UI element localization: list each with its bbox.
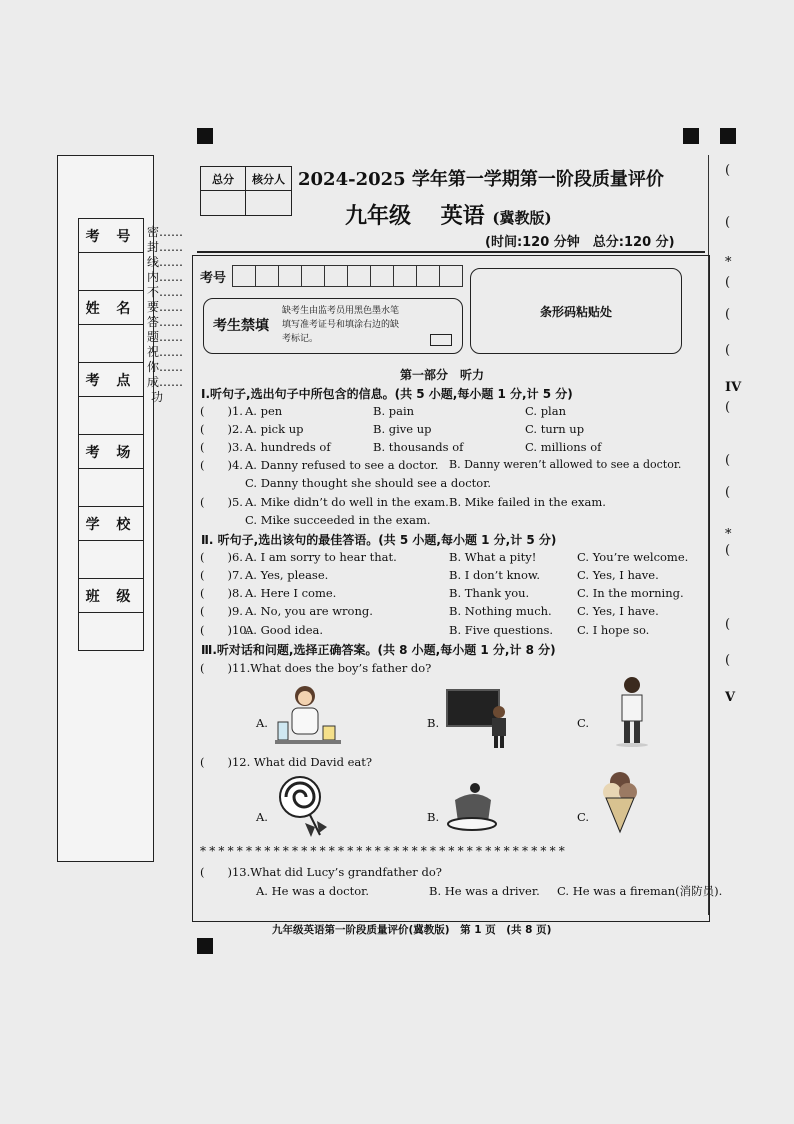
score-total-field[interactable]	[201, 191, 246, 215]
edge-mark: (	[725, 400, 731, 415]
edge-mark: (	[725, 215, 731, 230]
absent-mark-box[interactable]	[430, 334, 452, 346]
q13-option-c[interactable]: C. He was a fireman(消防员).	[557, 884, 723, 898]
q4-option-a[interactable]: A. Danny refused to see a doctor.	[245, 458, 439, 472]
score-box	[200, 166, 292, 216]
q12-option-c-label[interactable]: C.	[577, 810, 590, 824]
next-page-edge	[708, 155, 749, 915]
q11-option-c-label[interactable]: C.	[577, 716, 590, 730]
q6-option-a[interactable]: A. I am sorry to hear that.	[245, 550, 397, 564]
edge-mark: (	[725, 307, 731, 322]
scientist-icon[interactable]	[275, 682, 345, 747]
q5-option-c[interactable]: C. Mike succeeded in the exam.	[245, 513, 431, 527]
edge-mark: (	[725, 275, 731, 290]
part-title: 第一部分 听力	[400, 368, 485, 382]
q3-option-c[interactable]: C. millions of	[525, 440, 602, 454]
no-fill-box	[203, 298, 463, 354]
q1-option-c[interactable]: C. plan	[525, 404, 567, 418]
edge-mark: (	[725, 617, 731, 632]
cake-icon[interactable]	[447, 780, 497, 832]
registration-mark	[720, 128, 736, 144]
q10-option-c[interactable]: C. I hope so.	[577, 623, 650, 637]
q4-option-c[interactable]: C. Danny thought she should see a doctor.	[245, 476, 492, 490]
q13-option-b[interactable]: B. He was a driver.	[429, 884, 540, 898]
registration-mark	[683, 128, 699, 144]
q11-stem: ( )11.What does the boy’s father do?	[200, 661, 432, 675]
grade-subject-text: 九年级 英语	[345, 203, 485, 229]
q9-num: ( )9.	[200, 604, 243, 618]
school-label: 学 校	[79, 507, 143, 541]
q13-stem: ( )13.What did Lucy’s grandfather do?	[200, 865, 442, 879]
barcode-area: 条形码粘贴处	[470, 268, 682, 354]
q9-option-a[interactable]: A. No, you are wrong.	[245, 604, 373, 618]
q10-num: ( )10.	[200, 623, 251, 637]
q5-num: ( )5.	[200, 495, 243, 509]
q5-option-b[interactable]: B. Mike failed in the exam.	[449, 495, 606, 509]
exam-number-label: 考 号	[79, 219, 143, 253]
q11-option-a-label[interactable]: A.	[256, 716, 268, 730]
score-checker-label: 核分人	[246, 167, 291, 191]
page-footer: 九年级英语第一阶段质量评价(冀教版) 第 1 页 (共 8 页)	[272, 924, 552, 936]
q8-num: ( )8.	[200, 586, 243, 600]
q12-stem: ( )12. What did David eat?	[200, 755, 373, 769]
section-2-title: Ⅱ. 听句子,选出该句的最佳答语。(共 5 小题,每小题 1 分,计 5 分)	[201, 533, 557, 547]
no-fill-title: 考生禁填	[213, 318, 269, 334]
exam-room-field[interactable]	[79, 469, 143, 507]
exam-title: 2024-2025 学年第一学期第一阶段质量评价	[298, 169, 664, 190]
q1-option-a[interactable]: A. pen	[245, 404, 283, 418]
edge-mark: IV	[725, 380, 742, 395]
edge-mark: (	[725, 453, 731, 468]
no-fill-note	[282, 304, 399, 346]
q6-num: ( )6.	[200, 550, 243, 564]
seal-line-text: 密……封……线……内……不……要……答……题……祝……你……成……功	[147, 225, 184, 404]
header-divider	[197, 251, 705, 253]
q6-option-b[interactable]: B. What a pity!	[449, 550, 537, 564]
q7-option-b[interactable]: B. I don’t know.	[449, 568, 541, 582]
q1-option-b[interactable]: B. pain	[373, 404, 415, 418]
q2-num: ( )2.	[200, 422, 243, 436]
edge-mark: (	[725, 485, 731, 500]
q7-option-a[interactable]: A. Yes, please.	[245, 568, 329, 582]
binding-strip	[57, 155, 154, 862]
section-3-title: Ⅲ.听对话和问题,选择正确答案。(共 8 小题,每小题 1 分,计 8 分)	[201, 643, 556, 657]
class-field[interactable]	[79, 613, 143, 650]
lollipop-icon[interactable]	[275, 775, 335, 840]
edge-mark: V	[725, 690, 736, 705]
edge-mark: (	[725, 653, 731, 668]
q2-option-a[interactable]: A. pick up	[245, 422, 304, 436]
edge-mark: *	[725, 255, 732, 270]
registration-mark	[197, 938, 213, 954]
registration-mark	[197, 128, 213, 144]
edge-mark: (	[725, 343, 731, 358]
q2-option-c[interactable]: C. turn up	[525, 422, 585, 436]
no-fill-note-line: 填写准考证号和填涂右边的缺	[282, 320, 400, 330]
q4-num: ( )4.	[200, 458, 243, 472]
q8-option-c[interactable]: C. In the morning.	[577, 586, 684, 600]
school-field[interactable]	[79, 541, 143, 579]
section-1-title: Ⅰ.听句子,选出句子中所包含的信息。(共 5 小题,每小题 1 分,计 5 分)	[201, 387, 573, 401]
q4-option-b[interactable]: B. Danny weren’t allowed to see a doctor.	[449, 458, 682, 471]
edition-text: (冀教版)	[492, 209, 552, 227]
exam-number-label: 考号	[200, 271, 227, 286]
q7-option-c[interactable]: C. Yes, I have.	[577, 568, 659, 582]
edge-mark: *	[725, 527, 732, 542]
exam-number-field[interactable]	[79, 253, 143, 291]
q1-num: ( )1.	[200, 404, 243, 418]
ice-cream-icon[interactable]	[600, 770, 640, 835]
time-score: (时间:120 分钟 总分:120 分)	[485, 235, 675, 250]
exam-site-field[interactable]	[79, 397, 143, 435]
q3-option-a[interactable]: A. hundreds of	[245, 440, 331, 454]
q11-option-b-label[interactable]: B.	[427, 716, 440, 730]
q10-option-a[interactable]: A. Good idea.	[245, 623, 324, 637]
score-checker-field[interactable]	[246, 191, 291, 215]
student-info-table	[78, 218, 144, 651]
q8-option-a[interactable]: A. Here I come.	[245, 586, 337, 600]
no-fill-note-line: 考标记。	[282, 334, 319, 344]
teacher-blackboard-icon[interactable]	[445, 688, 515, 750]
no-fill-note-line: 缺考生由监考员用黑色墨水笔	[282, 306, 400, 316]
q5-option-a[interactable]: A. Mike didn’t do well in the exam.	[245, 495, 449, 509]
edge-mark: (	[725, 543, 731, 558]
name-label: 姓 名	[79, 291, 143, 325]
edge-mark: (	[725, 163, 731, 178]
q6-option-c[interactable]: C. You’re welcome.	[577, 550, 689, 564]
q8-option-b[interactable]: B. Thank you.	[449, 586, 530, 600]
exam-site-label: 考 点	[79, 363, 143, 397]
stars-divider: ****************************************	[200, 844, 568, 858]
class-label: 班 级	[79, 579, 143, 613]
q7-num: ( )7.	[200, 568, 243, 582]
q2-option-b[interactable]: B. give up	[373, 422, 432, 436]
q3-num: ( )3.	[200, 440, 243, 454]
doctor-icon[interactable]	[612, 675, 652, 747]
name-field[interactable]	[79, 325, 143, 363]
q9-option-c[interactable]: C. Yes, I have.	[577, 604, 659, 618]
q9-option-b[interactable]: B. Nothing much.	[449, 604, 552, 618]
q10-option-b[interactable]: B. Five questions.	[449, 623, 554, 637]
grade-subject	[345, 199, 552, 230]
q3-option-b[interactable]: B. thousands of	[373, 440, 464, 454]
q12-option-b-label[interactable]: B.	[427, 810, 440, 824]
q12-option-a-label[interactable]: A.	[256, 810, 268, 824]
q13-option-a[interactable]: A. He was a doctor.	[256, 884, 370, 898]
exam-number-grid[interactable]	[232, 265, 462, 287]
score-total-label: 总分	[201, 167, 246, 191]
exam-room-label: 考 场	[79, 435, 143, 469]
